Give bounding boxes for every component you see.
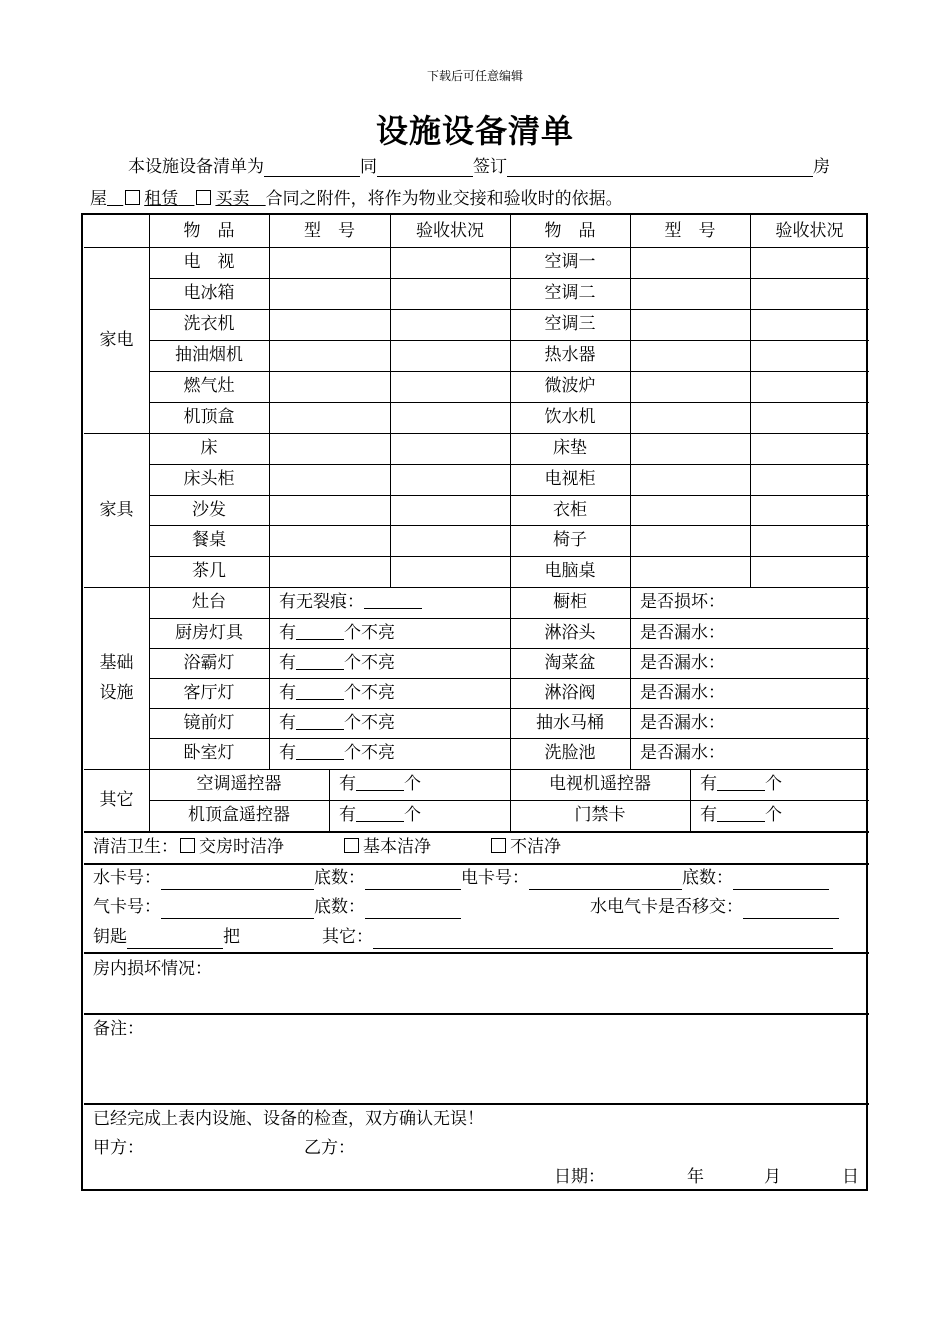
item-name: 衣柜 (553, 500, 587, 520)
fill-blank[interactable] (529, 872, 682, 890)
model-cell[interactable] (630, 402, 750, 432)
item-name: 电视柜 (544, 469, 596, 489)
column-divider (149, 433, 150, 587)
column-divider (510, 215, 511, 247)
status-cell[interactable] (390, 247, 510, 277)
remote-count[interactable]: 有 个 (700, 805, 782, 825)
fill-blank[interactable] (127, 931, 223, 949)
rent-checkbox[interactable] (125, 190, 140, 205)
fill-blank[interactable] (296, 743, 344, 760)
row-divider (84, 1103, 869, 1105)
facility-name: 镜前灯 (183, 713, 235, 733)
status-cell[interactable] (390, 525, 510, 555)
facility-name: 浴霸灯 (183, 653, 235, 673)
column-divider (149, 215, 150, 247)
row-divider (84, 863, 869, 865)
column-divider (149, 769, 150, 831)
model-cell[interactable] (630, 525, 750, 555)
status-cell[interactable] (750, 525, 869, 555)
model-cell[interactable] (269, 464, 390, 494)
fill-blank[interactable] (296, 653, 344, 670)
status-cell[interactable] (390, 495, 510, 525)
column-divider (510, 769, 511, 831)
facility-status[interactable]: 有无裂痕： (279, 587, 422, 617)
facility-name: 厨房灯具 (175, 623, 243, 643)
sale-label: 买卖 (215, 189, 250, 209)
fill-blank[interactable] (365, 901, 461, 919)
column-divider (269, 587, 270, 769)
confirm-text: 已经完成上表内设施、设备的检查，双方确认无误！ (93, 1109, 484, 1129)
item-name: 抽油烟机 (175, 345, 243, 365)
status-cell[interactable] (750, 433, 869, 463)
clean-checkbox[interactable] (180, 838, 195, 853)
remote-name: 空调遥控器 (196, 774, 282, 794)
fill-blank[interactable] (161, 901, 314, 919)
column-header: 型 号 (664, 221, 716, 241)
party-a-label: 甲方： (93, 1138, 144, 1158)
section-label-furniture: 家具 (99, 500, 134, 520)
item-name: 机顶盒 (183, 407, 235, 427)
model-cell[interactable] (630, 495, 750, 525)
remote-name: 电视机遥控器 (549, 774, 651, 794)
model-cell[interactable] (269, 495, 390, 525)
intro-text: 合同之附件，将作为物业交接和验收时的依据。 (265, 189, 623, 209)
card-transfer: 水电气卡是否移交： (590, 895, 839, 919)
facility-name: 橱柜 (553, 592, 587, 612)
party-b-label: 乙方： (304, 1138, 355, 1158)
fill-blank[interactable] (717, 774, 765, 791)
page-title: 设施设备清单 (375, 112, 574, 150)
facility-status[interactable]: 有 个不亮 (279, 743, 395, 763)
intro-text: 本设施设备清单为 (128, 157, 264, 177)
facility-status[interactable]: 有 个不亮 (279, 623, 395, 643)
facility-name: 淘菜盆 (544, 653, 596, 673)
column-header: 物 品 (183, 221, 235, 241)
item-name: 洗衣机 (183, 314, 235, 334)
column-divider (630, 433, 631, 587)
facility-name: 抽水马桶 (536, 713, 604, 733)
column-header: 验收状况 (775, 221, 844, 241)
column-divider (269, 433, 270, 587)
column-divider (269, 247, 270, 433)
section-label-basic: 基础 设施 (99, 653, 134, 703)
card-row-2: 气卡号： 底数： (93, 895, 461, 919)
fill-blank[interactable] (365, 872, 461, 890)
item-name: 空调二 (544, 283, 596, 303)
item-name: 电脑桌 (544, 561, 596, 581)
model-cell[interactable] (630, 433, 750, 463)
status-cell[interactable] (390, 556, 510, 586)
remote-name: 机顶盒遥控器 (188, 805, 290, 825)
cleanliness-row: 清洁卫生： 交房时洁净 基本洁净 不洁净 (93, 837, 561, 857)
status-cell[interactable] (390, 278, 510, 308)
clean-checkbox[interactable] (344, 838, 359, 853)
column-divider (269, 215, 270, 247)
intro-line-2 (90, 184, 860, 209)
status-cell[interactable] (390, 402, 510, 432)
item-name: 电冰箱 (183, 283, 235, 303)
status-cell[interactable] (750, 402, 869, 432)
intro-text: 签订 (473, 157, 507, 177)
month-label: 月 (764, 1167, 781, 1187)
date-label: 日期： (554, 1167, 605, 1187)
year-label: 年 (687, 1167, 704, 1187)
remote-count[interactable]: 有 个 (700, 774, 782, 794)
item-name: 床 (200, 438, 218, 458)
model-cell[interactable] (269, 309, 390, 339)
item-name: 茶几 (192, 561, 226, 581)
column-divider (750, 433, 751, 587)
item-name: 饮水机 (544, 407, 596, 427)
item-name: 沙发 (192, 500, 226, 520)
model-cell[interactable] (269, 556, 390, 586)
fill-blank[interactable] (296, 713, 344, 730)
column-divider (630, 215, 631, 247)
column-divider (149, 587, 150, 769)
facility-status[interactable]: 有 个不亮 (279, 683, 395, 703)
fill-blank[interactable] (356, 774, 404, 791)
row-divider (149, 800, 869, 801)
status-cell[interactable] (750, 464, 869, 494)
section-label-appliances: 家电 (99, 330, 134, 350)
column-divider (750, 215, 751, 247)
status-cell[interactable] (750, 309, 869, 339)
other-row: 其它： (322, 925, 833, 949)
model-cell[interactable] (269, 433, 390, 463)
remarks-label: 备注： (93, 1019, 144, 1039)
model-cell[interactable] (630, 556, 750, 586)
fill-blank[interactable] (356, 805, 404, 822)
column-header: 型 号 (304, 221, 355, 241)
status-cell[interactable] (390, 309, 510, 339)
section-label-other: 其它 (99, 790, 134, 810)
clean-checkbox[interactable] (491, 838, 506, 853)
tenant-blank[interactable] (377, 158, 473, 177)
keys-row: 钥匙 把 (93, 927, 240, 947)
row-divider (84, 952, 869, 954)
model-cell[interactable] (269, 247, 390, 277)
item-name: 燃气灶 (183, 376, 235, 396)
landlord-blank[interactable] (264, 158, 360, 177)
column-divider (149, 247, 150, 433)
item-name: 电 视 (183, 252, 235, 272)
column-header: 物 品 (544, 221, 596, 241)
rent-label: 租赁 (144, 189, 179, 209)
remote-count[interactable]: 有 个 (339, 805, 421, 825)
column-divider (510, 433, 511, 587)
status-cell[interactable] (750, 278, 869, 308)
status-cell[interactable] (750, 340, 869, 370)
status-cell[interactable] (750, 247, 869, 277)
remote-count[interactable]: 有 个 (339, 774, 421, 794)
item-name: 餐桌 (192, 530, 226, 550)
model-cell[interactable] (630, 464, 750, 494)
fill-blank[interactable] (373, 931, 833, 949)
intro-text: 屋 (90, 189, 107, 209)
status-cell[interactable] (390, 433, 510, 463)
intro-line-1 (90, 152, 860, 177)
status-cell[interactable] (750, 371, 869, 401)
remote-name: 门禁卡 (574, 805, 626, 825)
status-cell[interactable] (390, 340, 510, 370)
model-cell[interactable] (269, 402, 390, 432)
facility-name: 洗脸池 (544, 743, 596, 763)
model-cell[interactable] (630, 340, 750, 370)
facility-status[interactable]: 有 个不亮 (279, 713, 395, 733)
status-cell[interactable] (390, 464, 510, 494)
column-header: 验收状况 (416, 221, 484, 241)
model-cell[interactable] (269, 525, 390, 555)
item-name: 床垫 (553, 438, 587, 458)
fill-blank[interactable] (733, 872, 829, 890)
model-cell[interactable] (630, 309, 750, 339)
facility-check[interactable]: 是否漏水： (640, 713, 725, 733)
item-name: 空调三 (544, 314, 596, 334)
card-row-1: 水卡号： 底数： 电卡号： 底数： (93, 866, 829, 890)
column-divider (690, 769, 691, 831)
facility-check[interactable]: 是否漏水： (640, 623, 725, 643)
top-note: 下载后可任意编辑 (426, 69, 523, 83)
sign-date-blank[interactable] (507, 158, 813, 177)
day-label: 日 (842, 1167, 859, 1187)
facility-status[interactable]: 有 个不亮 (279, 653, 395, 673)
fill-blank[interactable] (717, 805, 765, 822)
fill-blank[interactable] (364, 592, 422, 609)
item-name: 热水器 (544, 345, 596, 365)
intro-text: 同 (360, 157, 377, 177)
row-divider (84, 1013, 869, 1015)
model-cell[interactable] (630, 371, 750, 401)
facility-name: 淋浴阀 (544, 683, 596, 703)
column-divider (750, 247, 751, 433)
column-divider (390, 215, 391, 247)
status-cell[interactable] (750, 495, 869, 525)
item-name: 微波炉 (544, 376, 596, 396)
facility-name: 灶台 (192, 592, 226, 612)
fill-blank[interactable] (743, 901, 839, 919)
facility-check[interactable]: 是否漏水： (640, 743, 725, 763)
facility-check[interactable]: 是否漏水： (640, 653, 725, 673)
model-cell[interactable] (269, 340, 390, 370)
sale-checkbox[interactable] (196, 190, 211, 205)
column-divider (510, 587, 511, 769)
model-cell[interactable] (630, 247, 750, 277)
item-name: 椅子 (553, 530, 587, 550)
column-divider (630, 587, 631, 769)
fill-blank[interactable] (161, 872, 314, 890)
model-cell[interactable] (269, 278, 390, 308)
model-cell[interactable] (269, 371, 390, 401)
equipment-table (81, 213, 868, 1191)
facility-check[interactable]: 是否漏水： (640, 683, 725, 703)
fill-blank[interactable] (296, 623, 344, 640)
column-divider (390, 247, 391, 433)
column-divider (329, 769, 330, 831)
column-divider (390, 433, 391, 587)
item-name: 床头柜 (183, 469, 235, 489)
facility-name: 淋浴头 (544, 623, 596, 643)
column-divider (510, 247, 511, 433)
damage-label: 房内损坏情况： (93, 959, 212, 979)
status-cell[interactable] (750, 556, 869, 586)
intro-text: 房 (813, 157, 830, 177)
status-cell[interactable] (390, 371, 510, 401)
facility-name: 客厅灯 (183, 683, 235, 703)
model-cell[interactable] (630, 278, 750, 308)
fill-blank[interactable] (296, 683, 344, 700)
facility-name: 卧室灯 (183, 743, 235, 763)
column-divider (630, 247, 631, 433)
facility-check[interactable]: 是否损坏： (640, 592, 725, 612)
item-name: 空调一 (544, 252, 596, 272)
row-divider (84, 831, 869, 833)
